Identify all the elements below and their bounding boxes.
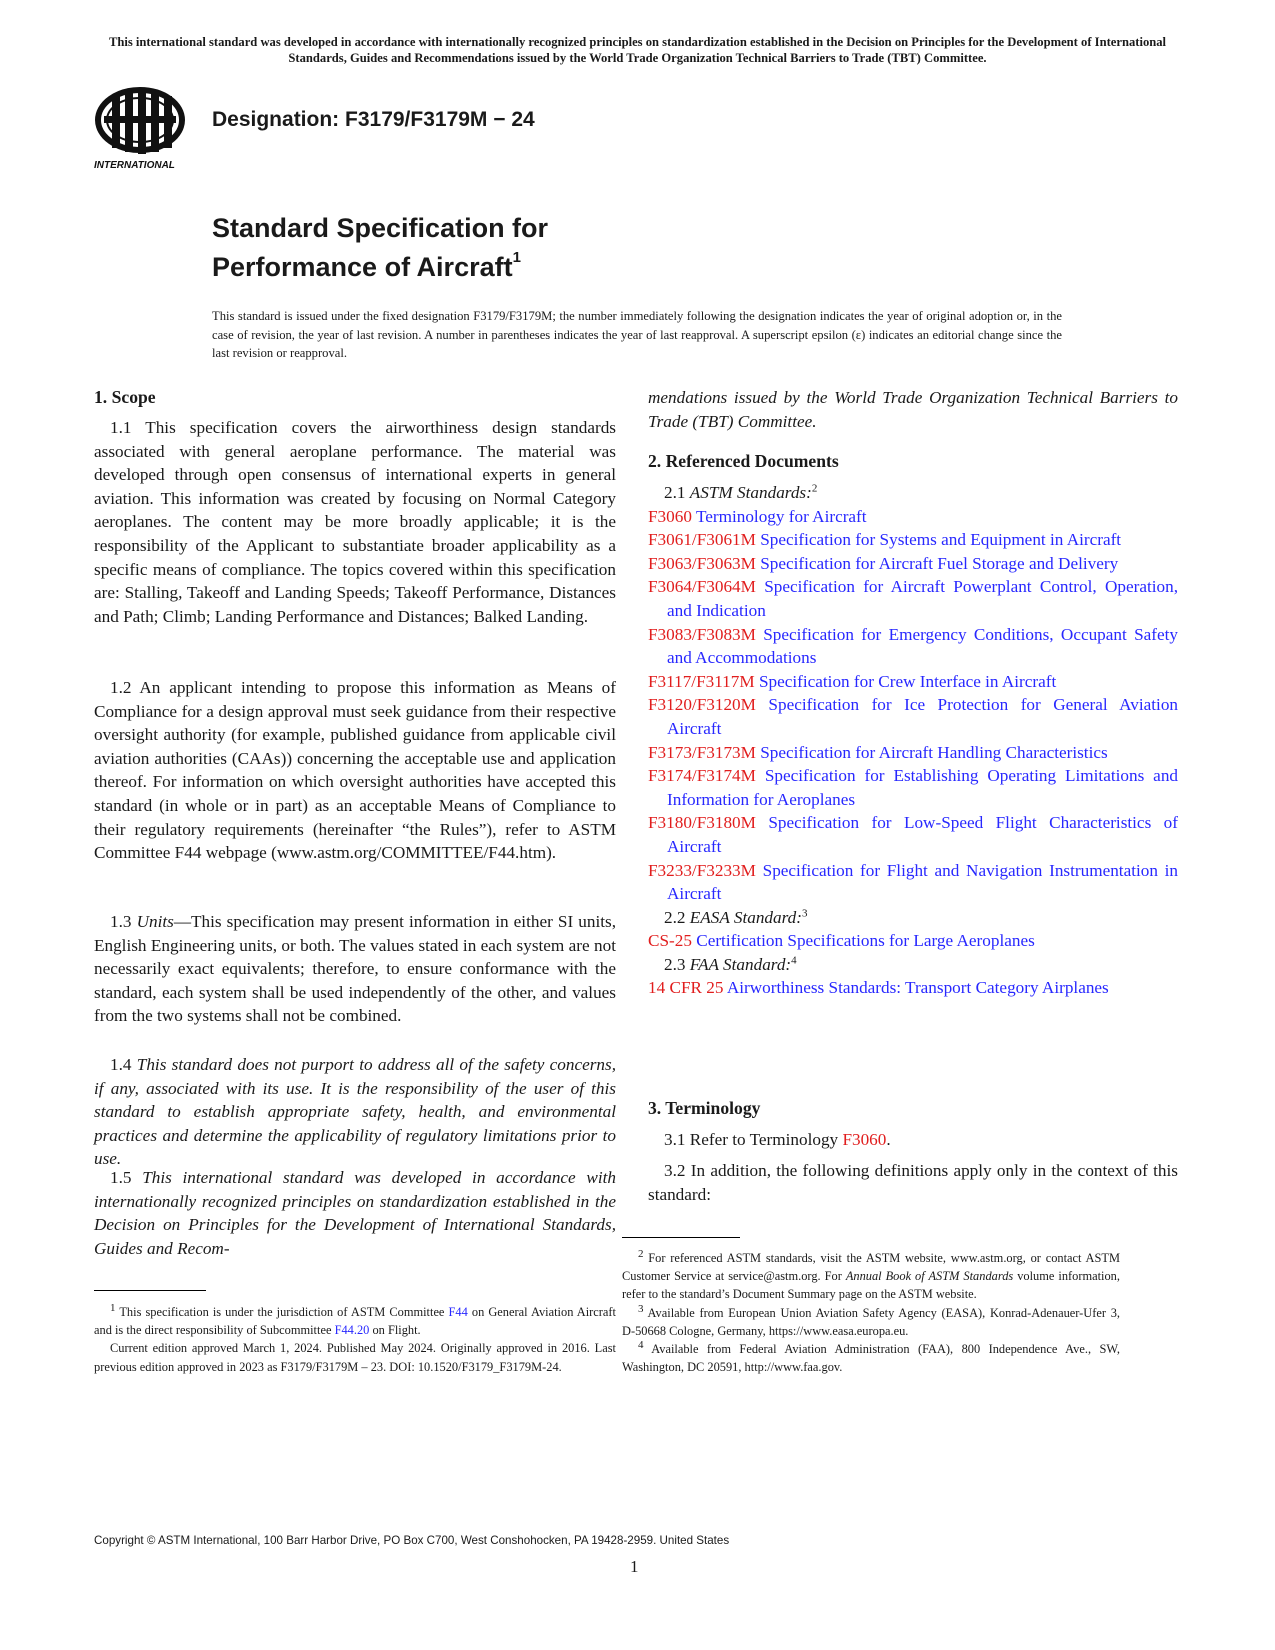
astm-doc-code[interactable]: F3117/F3117M xyxy=(648,671,755,691)
astm-doc-item[interactable] xyxy=(648,811,1178,858)
astm-doc-code[interactable]: F3174/F3174M xyxy=(648,766,756,786)
title-line-2 xyxy=(212,245,548,284)
astm-doc-item[interactable] xyxy=(648,575,1178,622)
astm-doc-item[interactable] xyxy=(648,552,1178,576)
faa-doc[interactable] xyxy=(648,976,1178,1000)
title-footnote-ref: 1 xyxy=(512,249,521,266)
astm-doc-item[interactable] xyxy=(648,741,1178,765)
section-2-1-sup: 2 xyxy=(811,482,818,495)
astm-doc-title[interactable]: Specification for Flight and Navigation Instrumentation in Aircraft xyxy=(667,860,1178,904)
astm-doc-title[interactable]: Terminology for Aircraft xyxy=(695,506,867,526)
scope-1-5-continuation: mendations issued by the World Trade Organization Technical Barriers to Trade (TBT) Committee. xyxy=(648,388,1178,431)
copyright: Copyright © ASTM International, 100 Barr Harbor Drive, PO Box C700, West Conshohocken, PA 19428-2959. United States xyxy=(94,1534,730,1547)
footnote-3 xyxy=(622,1304,1120,1340)
footnote-3-sup: 3 xyxy=(638,1302,644,1315)
astm-logo xyxy=(90,86,202,176)
astm-doc-item[interactable] xyxy=(648,859,1178,906)
page-number: 1 xyxy=(630,1557,639,1576)
scope-1-3 xyxy=(94,910,616,1028)
referenced-docs-list xyxy=(648,481,1178,1000)
section-2-3-label: FAA Standard: xyxy=(689,954,792,974)
title-line-1: Standard Specification for xyxy=(212,213,549,243)
astm-doc-code[interactable]: F3063/F3063M xyxy=(648,553,756,573)
astm-doc-code[interactable]: F3061/F3061M xyxy=(648,530,756,550)
astm-doc-title[interactable]: Specification for Aircraft Fuel Storage and Delivery xyxy=(760,553,1119,573)
terminology-heading: 3. Terminology xyxy=(648,1098,761,1118)
astm-doc-code[interactable]: F3083/F3083M xyxy=(648,624,756,644)
astm-doc-code[interactable]: F3060 xyxy=(648,506,692,526)
astm-doc-title[interactable]: Specification for Systems and Equipment in Aircraft xyxy=(760,530,1122,550)
section-2-2-num: 2.2 xyxy=(664,907,686,927)
terminology-3-2: 3.2 In addition, the following definitions apply only in the context of this standard: xyxy=(648,1161,1178,1204)
astm-doc-title[interactable]: Specification for Aircraft Powerplant Control, Operation, and Indication xyxy=(667,577,1178,620)
footnote-2-text-b: volume information, refer to the standard’s Document Summary page on the ASTM website. xyxy=(622,1269,1120,1302)
section-2-3-num: 2.3 xyxy=(664,954,686,974)
scope-1-3-em: Units xyxy=(136,912,174,931)
terminology-f3060-link[interactable]: F3060 xyxy=(842,1130,887,1149)
scope-1-1: 1.1 This specification covers the airworthiness design standards associated with general aeroplane performance. The material was developed through open consensus of international experts in general aviation. This information was created by focusing on Normal Category aeroplanes. The content may be more broadly applicable; it is the responsibility of the Applicant to substantiate broader applicability as a specific means of compliance. The topics covered within this specification are: Stalling, Takeoff and Landing Speeds; Takeoff Performance, Distances and Path; Climb; Landing Performance and Distances; Balked Landing. xyxy=(94,418,616,626)
designation: Designation: F3179/F3179M − 24 xyxy=(212,108,535,131)
astm-doc-code[interactable]: F3064/F3064M xyxy=(648,577,756,597)
footnote-4-sup: 4 xyxy=(638,1338,644,1351)
astm-doc-code[interactable]: F3233/F3233M xyxy=(648,860,756,880)
astm-doc-item[interactable] xyxy=(648,505,1178,529)
footnote-4-text: Available from Federal Aviation Administration (FAA), 800 Independence Ave., SW, Washington, DC 20591, http://www.faa.gov. xyxy=(622,1342,1121,1375)
page-title xyxy=(212,212,548,284)
footnote-4 xyxy=(622,1340,1120,1376)
scope-1-4-text: This standard does not purport to address all of the safety concerns, if any, associated with its use. It is the responsibility of the user of this standard to establish appropriate safety, health, and environmental practices and determine the applicability of regulatory limitations prior to use. xyxy=(94,1055,617,1169)
faa-standard-label xyxy=(648,953,1178,977)
footnote-1-text-b: on General Aviation Aircraft and is the direct responsibility of Subcommittee xyxy=(94,1305,616,1338)
easa-doc-code[interactable]: CS-25 xyxy=(648,931,692,951)
scope-1-4-num: 1.4 xyxy=(110,1055,132,1074)
title-line-2-text: Performance of Aircraft xyxy=(212,252,513,282)
astm-doc-title[interactable]: Specification for Low-Speed Flight Characteristics of Aircraft xyxy=(667,813,1179,856)
astm-doc-title[interactable]: Specification for Emergency Conditions, Occupant Safety and Accommodations xyxy=(667,624,1178,668)
scope-1-3-text: —This specification may present information in either SI units, English Engineering units, or both. The values stated in each system are not necessarily exact equivalents; therefore, to ensure conformance with the standard, each system shall be used independently of the other, and values from the two systems shall not be combined. xyxy=(94,912,616,1026)
footnotes-right xyxy=(622,1249,1120,1376)
footnote-2-em: Annual Book of ASTM Standards xyxy=(845,1269,1014,1284)
easa-standard-label xyxy=(648,906,1178,930)
footnote-rule-left xyxy=(94,1290,206,1291)
astm-doc-item[interactable] xyxy=(648,670,1178,694)
terminology-3-1-text: 3.1 Refer to Terminology xyxy=(664,1130,839,1149)
astm-doc-title[interactable]: Specification for Establishing Operating Limitations and Information for Aeroplanes xyxy=(667,766,1179,809)
easa-doc[interactable] xyxy=(648,929,1178,953)
astm-doc-item[interactable] xyxy=(648,764,1178,811)
footnote-1-para xyxy=(94,1303,616,1339)
astm-docs-list xyxy=(648,505,1178,906)
top-notice: This international standard was developed in accordance with internationally recognized principles on standardization established in the Decision on Principles for the Development of International Standards, Guides and Recommendations issued by the World Trade Organization Technical Barriers to Trade (TBT) Committee. xyxy=(108,35,1167,65)
faa-doc-title[interactable]: Airworthiness Standards: Transport Category Airplanes xyxy=(726,978,1109,998)
scope-1-3-num: 1.3 xyxy=(110,912,132,931)
section-2-1-num: 2.1 xyxy=(664,483,686,502)
astm-doc-code[interactable]: F3120/F3120M xyxy=(648,695,756,715)
footnote-3-text: Available from European Union Aviation Safety Agency (EASA), Konrad-Adenauer-Ufer 3, D-50668 Cologne, Germany, https://www.easa.europa.eu. xyxy=(622,1305,1120,1338)
issue-note: This standard is issued under the fixed designation F3179/F3179M; the number immediately following the designation indicates the year of original adoption or, in the case of revision, the year of last revision. A number in parentheses indicates the year of last reapproval. A superscript epsilon (ε) indicates an editorial change since the last revision or reapproval. xyxy=(212,309,1062,360)
terminology-3-1-end: . xyxy=(886,1130,891,1149)
section-2-2-label: EASA Standard: xyxy=(689,907,802,927)
scope-heading: 1. Scope xyxy=(94,387,156,407)
scope-1-2: 1.2 An applicant intending to propose this information as Means of Compliance for a design approval must seek guidance from their respective oversight authority (for example, published guidance from applicable civil aviation authorities (CAAs)) concerning the acceptable use and application thereof. For information on which oversight authorities have accepted this standard (in whole or in part) as an acceptable Means of Compliance to their regulatory requirements (hereinafter “the Rules”), refer to ASTM Committee F44 webpage (www.astm.org/COMMITTEE/F44.htm). xyxy=(94,678,616,863)
footnote-1-text-c: on Flight. xyxy=(372,1323,421,1338)
committee-f44-link[interactable]: F44 xyxy=(448,1305,468,1319)
astm-doc-item[interactable] xyxy=(648,623,1178,670)
astm-standards-label xyxy=(648,481,1178,505)
astm-doc-item[interactable] xyxy=(648,528,1178,552)
astm-doc-code[interactable]: F3173/F3173M xyxy=(648,742,756,762)
faa-doc-code[interactable]: 14 CFR 25 xyxy=(648,978,724,998)
astm-doc-title[interactable]: Specification for Ice Protection for General Aviation Aircraft xyxy=(667,695,1179,738)
scope-1-5-text: This international standard was developed in accordance with internationally recognized principles on standardization established in the Decision on Principles for the Development of International Standards, Guides and Recom- xyxy=(94,1168,616,1258)
footnote-1-sup: 1 xyxy=(110,1301,116,1314)
footnote-rule-right xyxy=(622,1237,740,1238)
section-2-2-sup: 3 xyxy=(801,906,808,919)
astm-international-logo-icon xyxy=(90,86,202,176)
section-2-1-label: ASTM Standards: xyxy=(689,483,812,502)
footnote-1-edition: Current edition approved March 1, 2024. Published May 2024. Originally approved in 2016. Last previous edition approved in 2023 as F3179/F3179M – 23. DOI: 10.1520/F3179_F3179M-24. xyxy=(94,1341,616,1374)
astm-doc-item[interactable] xyxy=(648,693,1178,740)
subcommittee-f44-20-link[interactable]: F44.20 xyxy=(334,1323,370,1338)
footnote-2-sup: 2 xyxy=(638,1247,644,1260)
easa-doc-title[interactable]: Certification Specifications for Large Aeroplanes xyxy=(696,931,1035,951)
section-2-3-sup: 4 xyxy=(791,954,797,967)
astm-doc-code[interactable]: F3180/F3180M xyxy=(648,813,756,833)
astm-doc-title[interactable]: Specification for Aircraft Handling Characteristics xyxy=(760,742,1108,762)
terminology-3-1 xyxy=(648,1128,1178,1152)
footnote-2 xyxy=(622,1249,1120,1304)
logo-text: INTERNATIONAL xyxy=(94,160,175,171)
footnote-1 xyxy=(94,1303,616,1376)
scope-1-5 xyxy=(94,1166,616,1260)
astm-doc-title[interactable]: Specification for Crew Interface in Aircraft xyxy=(758,671,1057,691)
scope-1-4 xyxy=(94,1053,616,1171)
footnote-1-text-a: This specification is under the jurisdiction of ASTM Committee xyxy=(119,1305,445,1319)
referenced-docs-heading: 2. Referenced Documents xyxy=(648,451,839,471)
footnote-2-text-a: For referenced ASTM standards, visit the ASTM website, www.astm.org, or contact ASTM Customer Service at service@astm.org. For xyxy=(622,1251,1120,1284)
scope-1-5-num: 1.5 xyxy=(110,1168,132,1187)
